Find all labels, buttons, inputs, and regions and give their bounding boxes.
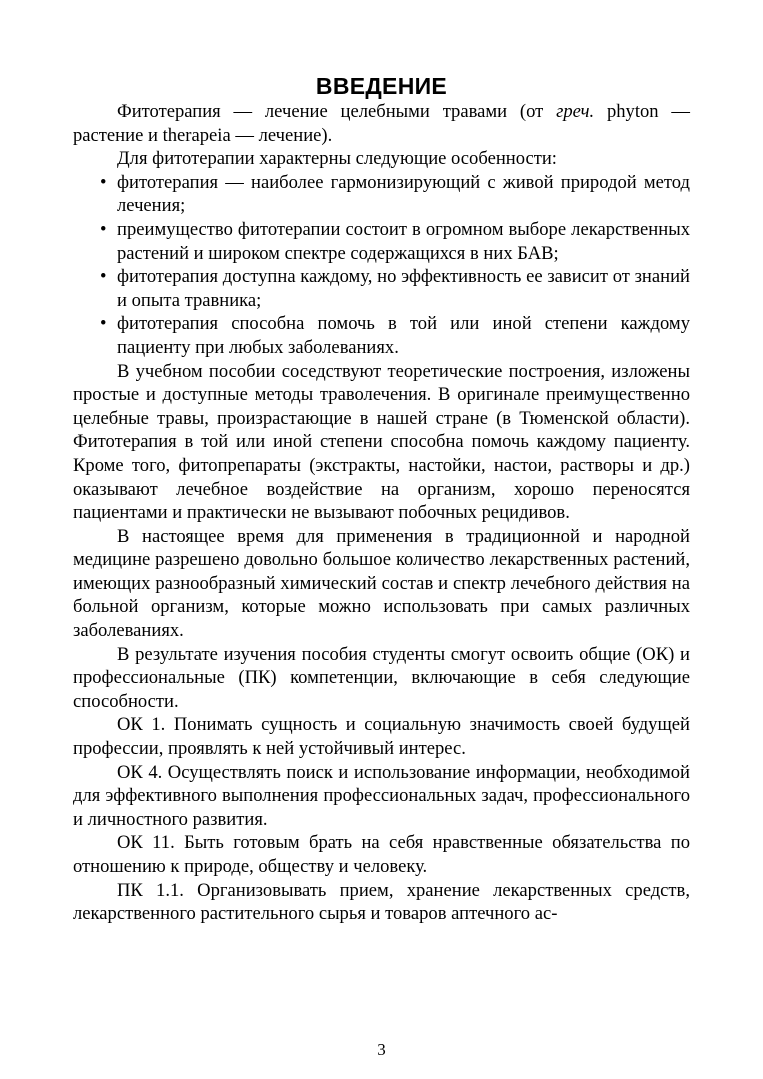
bullet-item [73, 171, 690, 218]
body-paragraph: В учебном пособии соседствуют теоретические построения, изложены простые и доступные методы траволечения. В оригинале преимущественно целебные травы, произрастающие в нашей стране (в Тюменской области). Фитотерапия в той или иной степени способна помочь каждому пациенту. Кроме того, фитопрепараты (экстракты, настойки, настои, растворы и др.) оказывают лечебное воздействие на организм, хорошо переносятся пациентами и практически не вызывают побочных рецидивов. [73, 360, 690, 524]
intro-italic-abbreviation: греч. [556, 101, 595, 122]
features-lead-paragraph: Для фитотерапии характерны следующие особенности: [117, 148, 557, 170]
intro-text-start: Фитотерапия — лечение целебными травами (от [117, 101, 557, 122]
intro-paragraph [73, 100, 690, 147]
page-number: 3 [377, 1040, 386, 1059]
bullet-item-text: фитотерапия доступна каждому, но эффективность ее зависит от знаний и опыта травника; [117, 266, 690, 311]
body-paragraph: В настоящее время для применения в традиционной и народной медицине разрешено довольно большое количество лекарственных растений, имеющих разнообразный химический состав и спектр лечебного действия на больной организм, которые можно использовать при самых различных заболеваниях. [73, 525, 690, 642]
intro-text-end: phyton — растение и therapeia — лечение). [73, 101, 691, 146]
bullet-icon: • [100, 171, 107, 193]
bullet-icon: • [100, 218, 107, 240]
competency-ok11: ОК 11. Быть готовым брать на себя нравственные обязательства по отношению к природе, обществу и человеку. [73, 832, 690, 877]
page-title: ВВЕДЕНИЕ [315, 73, 448, 100]
body-paragraph: В результате изучения пособия студенты смогут освоить общие (ОК) и профессиональные (ПК) компетенции, включающие в себя следующие способности. [73, 643, 690, 712]
competency-ok1: ОК 1. Понимать сущность и социальную значимость своей будущей профессии, проявлять к ней устойчивый интерес. [73, 714, 690, 760]
competency-pk1-1: ПК 1.1. Организовывать прием, хранение лекарственных средств, лекарственного растительного сырья и товаров аптечного ас- [73, 879, 690, 925]
competency-ok4: ОК 4. Осуществлять поиск и использование информации, необходимой для эффективного выполнения профессиональных задач, профессионального и личностного развития. [73, 761, 690, 830]
bullet-item-text: преимущество фитотерапии состоит в огромном выборе лекарственных растений и широком спектре содержащихся в них БАВ; [117, 218, 690, 264]
bullet-item [73, 265, 690, 312]
bullet-item-text: фитотерапия способна помочь в той или иной степени каждому пациенту при любых заболеваниях. [117, 313, 690, 358]
bullet-icon: • [100, 313, 107, 335]
bullet-icon: • [100, 266, 107, 288]
document-page [73, 0, 690, 1079]
bullet-item [73, 218, 690, 265]
body-text [73, 100, 690, 926]
bullet-item-text: фитотерапия — наиболее гармонизирующий с живой природой метод лечения; [117, 171, 690, 217]
bullet-item [73, 312, 690, 359]
features-bullet-list [73, 171, 690, 360]
